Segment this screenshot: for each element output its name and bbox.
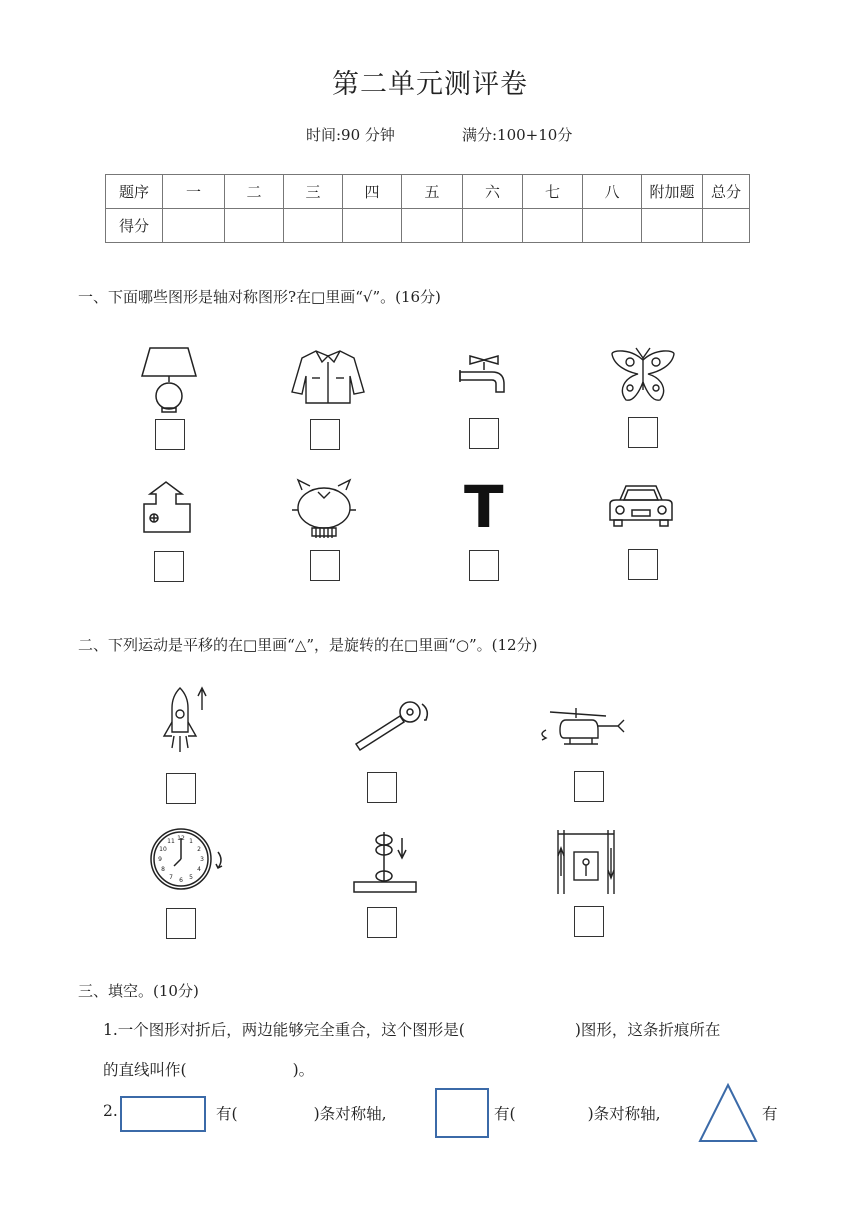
table-cell: 二 <box>225 175 284 209</box>
lantern-icon <box>292 478 356 540</box>
answer-box-faucet[interactable] <box>469 418 499 449</box>
helicopter-icon <box>536 706 632 754</box>
section1-heading: 一、下面哪些图形是轴对称图形?在□里画“√”。(16分) <box>78 288 441 306</box>
score-input-cell[interactable] <box>583 209 642 243</box>
score-table-score-row <box>106 209 750 243</box>
table-cell: 八 <box>583 175 642 209</box>
table-cell: 总分 <box>703 175 750 209</box>
rocket-icon <box>160 686 210 754</box>
question-2-part-3: 有 <box>762 1105 778 1123</box>
question-text: )。 <box>292 1061 315 1079</box>
clock-icon <box>148 826 228 892</box>
clock-number: 11 <box>167 838 175 845</box>
table-cell: 三 <box>284 175 343 209</box>
answer-box-abacus[interactable] <box>367 907 397 938</box>
clock-number: 9 <box>158 856 162 863</box>
question-text: )条对称轴, <box>313 1105 387 1123</box>
score-input-cell[interactable] <box>703 209 750 243</box>
table-cell: 六 <box>463 175 523 209</box>
question-text: 有( <box>494 1105 516 1123</box>
clock-number: 4 <box>197 866 201 873</box>
jacket-icon <box>290 348 366 406</box>
triangle-shape <box>697 1082 759 1144</box>
question-text: )条对称轴, <box>587 1105 661 1123</box>
clock-number: 2 <box>197 846 201 853</box>
table-cell: 五 <box>402 175 463 209</box>
answer-box-arrow-sign[interactable] <box>154 551 184 582</box>
table-cell: 附加题 <box>642 175 703 209</box>
table-cell: 七 <box>523 175 583 209</box>
letter-t-icon: T <box>464 473 504 541</box>
page-title: 第二单元测评卷 <box>332 69 528 100</box>
faucet-icon <box>456 350 510 402</box>
answer-box-lamp[interactable] <box>155 419 185 450</box>
score-input-cell[interactable] <box>284 209 343 243</box>
score-input-cell[interactable] <box>523 209 583 243</box>
question-1-line-2 <box>103 1058 314 1080</box>
question-text: )图形，这条折痕所在 <box>574 1021 721 1039</box>
abacus-bead-icon <box>352 830 418 896</box>
clock-number: 7 <box>169 874 173 881</box>
answer-box-jacket[interactable] <box>310 419 340 450</box>
lamp-icon <box>138 344 202 414</box>
question-text: 有( <box>216 1105 238 1123</box>
table-cell: 得分 <box>106 209 163 243</box>
question-1-line-1 <box>103 1018 720 1040</box>
square-shape <box>435 1088 489 1138</box>
score-table <box>105 174 750 243</box>
score-table-header-row <box>106 175 750 209</box>
clock-number: 12 <box>177 835 185 842</box>
answer-box-lantern[interactable] <box>310 550 340 581</box>
answer-box-wrench[interactable] <box>367 772 397 803</box>
clock-number: 3 <box>200 856 204 863</box>
section2-heading: 二、下列运动是平移的在□里画“△”，是旋转的在□里画“○”。(12分) <box>78 636 538 654</box>
question-2-part-2 <box>494 1102 661 1124</box>
answer-box-elevator[interactable] <box>574 906 604 937</box>
arrow-sign-icon <box>140 480 196 536</box>
full-score: 满分:100+10分 <box>462 126 573 144</box>
score-input-cell[interactable] <box>642 209 703 243</box>
elevator-icon <box>554 828 620 896</box>
clock-number: 8 <box>161 866 165 873</box>
score-input-cell[interactable] <box>402 209 463 243</box>
rectangle-shape <box>120 1096 206 1132</box>
answer-box-clock[interactable] <box>166 908 196 939</box>
clock-number: 1 <box>189 838 193 845</box>
score-input-cell[interactable] <box>225 209 284 243</box>
question-2-part-1 <box>216 1102 387 1124</box>
butterfly-icon <box>608 346 678 404</box>
question-2-number: 2. <box>103 1102 118 1120</box>
answer-box-helicopter[interactable] <box>574 771 604 802</box>
answer-box-butterfly[interactable] <box>628 417 658 448</box>
wrench-icon <box>352 700 432 752</box>
table-cell: 题序 <box>106 175 163 209</box>
clock-number: 6 <box>179 877 183 884</box>
clock-number: 10 <box>159 846 167 853</box>
section3-heading: 三、填空。(10分) <box>78 982 199 1000</box>
question-text: 1.一个图形对折后，两边能够完全重合，这个图形是( <box>103 1021 465 1039</box>
answer-box-rocket[interactable] <box>166 773 196 804</box>
score-input-cell[interactable] <box>163 209 225 243</box>
answer-box-letter-t[interactable] <box>469 550 499 581</box>
question-text: 的直线叫作( <box>103 1061 187 1079</box>
answer-box-car[interactable] <box>628 549 658 580</box>
clock-number: 5 <box>189 874 193 881</box>
score-input-cell[interactable] <box>463 209 523 243</box>
car-icon <box>606 480 676 530</box>
score-input-cell[interactable] <box>343 209 402 243</box>
table-cell: 一 <box>163 175 225 209</box>
table-cell: 四 <box>343 175 402 209</box>
exam-time: 时间:90 分钟 <box>306 126 395 144</box>
